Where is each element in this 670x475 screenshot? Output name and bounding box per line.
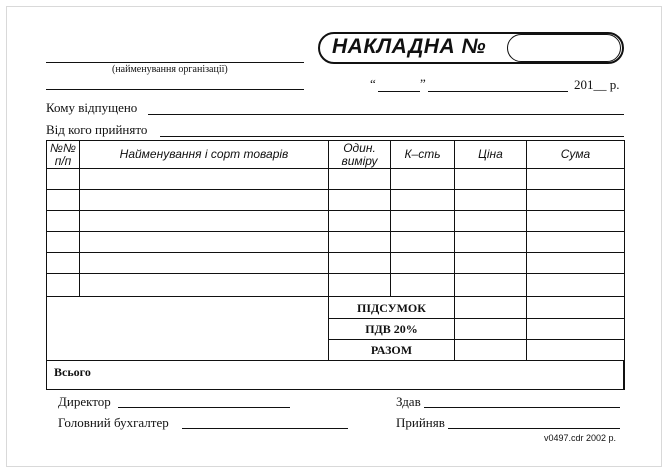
date-day-line[interactable]: [378, 91, 420, 92]
date-open-quote: “: [370, 76, 376, 91]
organization-line-2: [46, 89, 304, 90]
received-signature-line[interactable]: [448, 428, 620, 429]
table-row-line: [46, 210, 624, 211]
chief-accountant-signature-line[interactable]: [182, 428, 348, 429]
date-close-quote: ”: [420, 76, 426, 91]
director-label: Директор: [58, 394, 111, 409]
invoice-number-field[interactable]: [507, 34, 621, 62]
grand-total-left: [46, 296, 47, 390]
col-divider-price: [526, 140, 527, 360]
form-code: v0497.cdr 2002 р.: [544, 433, 617, 443]
from-whom-line[interactable]: [160, 136, 624, 137]
summary-row-line: [328, 339, 624, 340]
grand-total-label: Всього: [54, 365, 91, 379]
organization-line: [46, 62, 304, 63]
organization-caption: (найменування організації): [112, 64, 228, 75]
col-divider-num: [79, 140, 80, 296]
chief-accountant-label: Головний бухгалтер: [58, 415, 169, 430]
to-whom-label: Кому відпущено: [46, 100, 138, 115]
to-whom-line[interactable]: [148, 114, 624, 115]
vat-label: ПДВ 20%: [365, 322, 418, 336]
summary-row-line: [328, 318, 624, 319]
table-row-line: [46, 231, 624, 232]
date-month-line[interactable]: [428, 91, 568, 92]
table-top-border: [46, 140, 624, 141]
grand-total-box: [46, 360, 624, 390]
from-whom-label: Від кого прийнято: [46, 122, 148, 137]
table-row-line: [46, 252, 624, 253]
table-right-border: [624, 140, 625, 296]
col-divider-unit: [390, 140, 391, 296]
date-year: 201__ р.: [574, 77, 620, 92]
received-label: Прийняв: [396, 415, 445, 430]
director-signature-line[interactable]: [118, 407, 290, 408]
table-body-bottom: [46, 296, 624, 297]
col-header-number: №№ п/п: [50, 141, 76, 168]
col-header-price: Ціна: [478, 147, 503, 161]
table-row-line: [46, 189, 624, 190]
col-header-unit: Один. виміру: [341, 141, 378, 168]
col-header-sum: Сума: [560, 147, 591, 161]
col-header-quantity: К–сть: [404, 147, 441, 161]
col-divider-qty: [454, 140, 455, 360]
handed-over-signature-line[interactable]: [424, 407, 620, 408]
col-header-name: Найменування і сорт товарів: [119, 147, 289, 161]
grand-total-right: [624, 296, 625, 390]
table-header-bottom: [46, 168, 624, 169]
total-label: РАЗОМ: [370, 343, 413, 357]
document-title: НАКЛАДНА №: [332, 35, 487, 58]
handed-over-label: Здав: [396, 394, 421, 409]
subtotal-label: ПІДСУМОК: [357, 301, 426, 315]
table-row-line: [46, 273, 624, 274]
